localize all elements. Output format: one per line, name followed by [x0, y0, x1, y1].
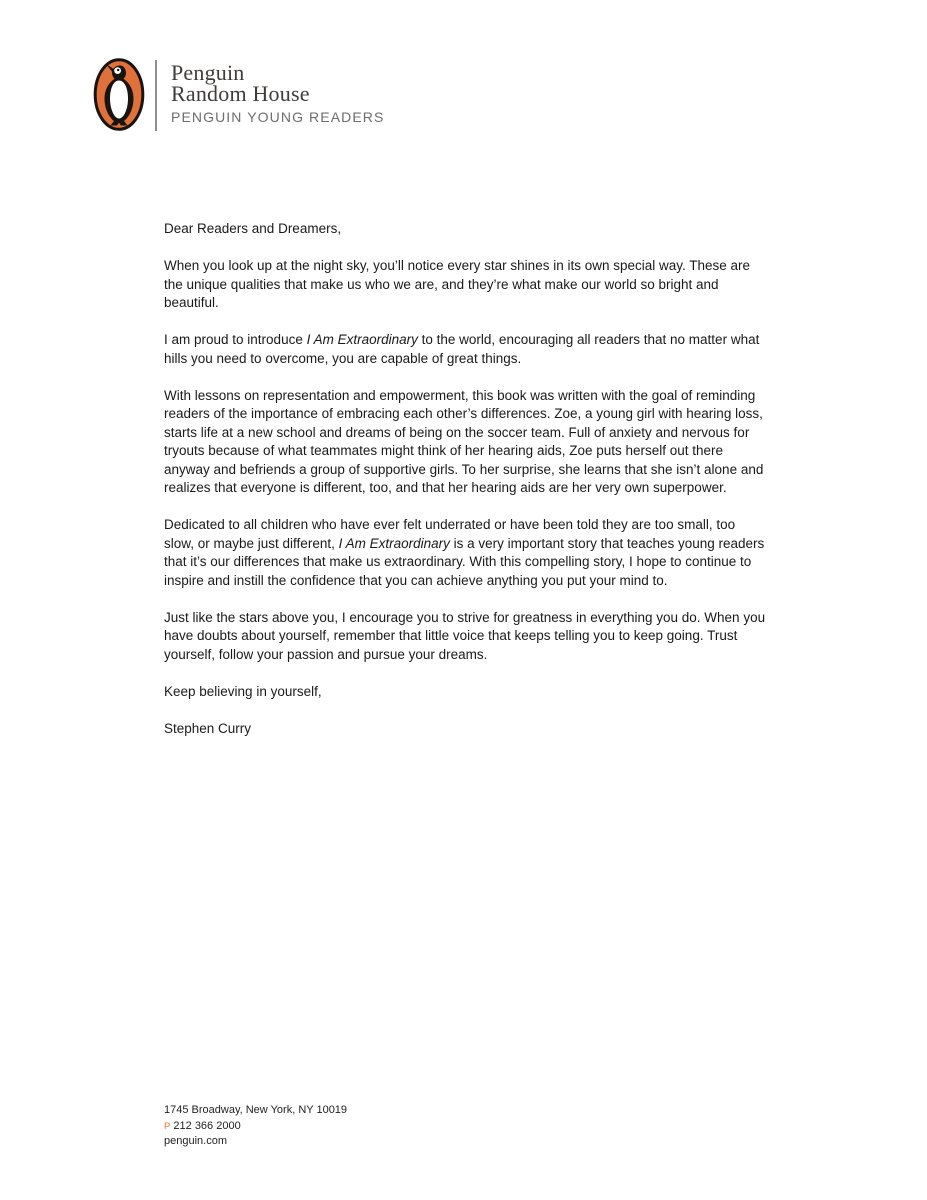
- brand-name-line1: Penguin: [171, 60, 245, 85]
- text-segment: Dedicated to all children who have ever felt underrated or have been told they are too small, too slow, or maybe just different,: [164, 517, 736, 551]
- logo-divider: [155, 60, 157, 131]
- penguin-logo-icon: [93, 58, 145, 131]
- paragraph-4: [164, 516, 768, 590]
- paragraph-1: [164, 257, 768, 313]
- text-segment: Just like the stars above you, I encourage you to strive for greatness in everything you do. When you have doubts about yourself, remember that little voice that keeps telling you to keep going. Trust yourself, follow your passion and pursue your dreams.: [164, 609, 766, 662]
- book-title-italic: I Am Extraordinary: [306, 332, 418, 347]
- paragraph-3: [164, 387, 768, 498]
- brand-name-line2: Random House: [171, 81, 310, 106]
- text-segment: I am proud to introduce: [164, 332, 307, 347]
- paragraph-5: [164, 609, 768, 665]
- text-segment: When you look up at the night sky, you’ll notice every star shines in its own special way. These are the unique qualities that make us who we are, and they’re what make our world so bright and beautiful.: [164, 258, 751, 310]
- book-title-italic: I Am Extraordinary: [338, 535, 450, 551]
- closing: Keep believing in yourself,: [164, 683, 322, 699]
- footer: [164, 1103, 347, 1150]
- text-segment: is a very important story that teaches young readers that it’s our differences that make us extraordinary. With this compelling story, I hope to continue to inspire and instill the confidence that you can achieve anything you put your mind to.: [164, 535, 765, 588]
- text-segment: to the world, encouraging all readers that no matter what hills you need to overcome, you are capable of great things.: [164, 332, 760, 366]
- footer-address: 1745 Broadway, New York, NY 10019: [164, 1104, 348, 1116]
- paragraph-2: [164, 331, 768, 368]
- letter-body: [164, 220, 768, 757]
- phone-number: 212 366 2000: [173, 1119, 241, 1132]
- footer-phone-line: [164, 1119, 347, 1135]
- footer-website: penguin.com: [164, 1135, 227, 1147]
- brand-wordmark: [171, 62, 384, 125]
- phone-label: P: [164, 1120, 171, 1132]
- signature: Stephen Curry: [164, 720, 252, 736]
- salutation: Dear Readers and Dreamers,: [164, 221, 342, 236]
- text-segment: With lessons on representation and empowerment, this book was written with the goal of reminding readers of the importance of embracing each other’s differences. Zoe, a young girl with hearing loss, starts life at a new school and dreams of being on the soccer team. Full of anxiety and nervous for tryouts because of what teammates might think of her hearing aids, Zoe puts herself out there anyway and befriends a group of supportive girls. To her surprise, she learns that she isn’t alone and realizes that everyone is different, too, and that her hearing aids are her very own superpower.: [164, 387, 764, 495]
- division-name: PENGUIN YOUNG READERS: [171, 109, 385, 125]
